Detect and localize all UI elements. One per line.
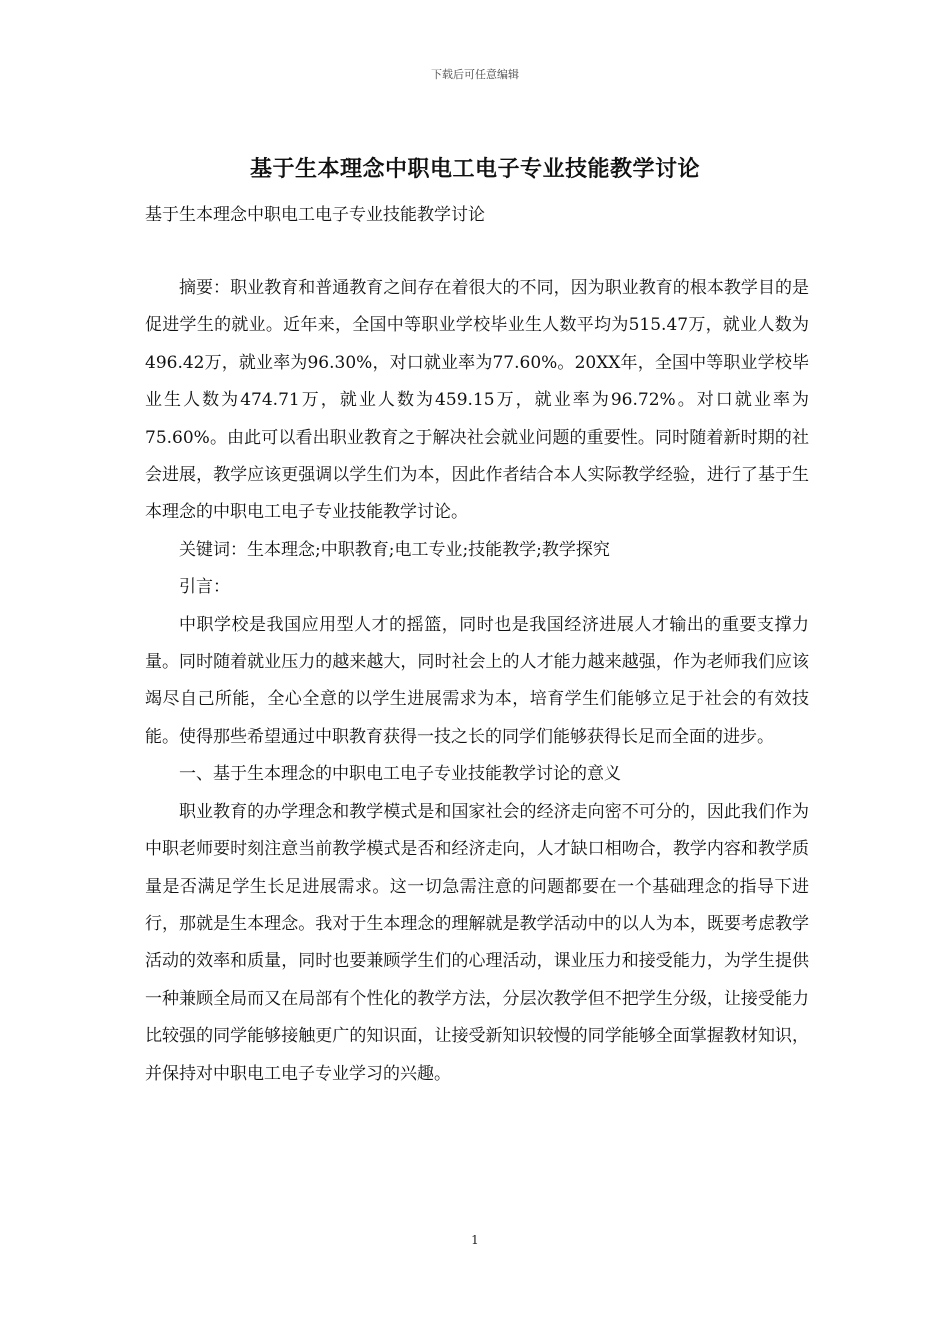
keywords-paragraph: 关键词：生本理念;中职教育;电工专业;技能教学;教学探究 (179, 539, 610, 560)
abstract-paragraph: 摘要：职业教育和普通教育之间存在着很大的不同，因为职业教育的根本教学目的是促进学生的就业。近年来，全国中等职业学校毕业生人数平均为515.47万，就业人数为496.42万，就业率为96.30%，对口就业率为77.60%。20XX年，全国中等职业学校毕业生人数为474.71万，就业人数为459.15万，就业率为96.72%。对口就业率为75.60%。由此可以看出职业教育之于解决社会就业问题的重要性。同时随着新时期的社会进展，教学应该更强调以学生们为本，因此作者结合本人实际教学经验，进行了基于生本理念的中职电工电子专业技能教学讨论。 (145, 278, 809, 523)
document-subtitle: 基于生本理念中职电工电子专业技能教学讨论 (145, 205, 485, 225)
document-title: 基于生本理念中职电工电子专业技能教学讨论 (249, 156, 700, 182)
page-header: 下载后可任意编辑 (431, 68, 519, 81)
document-body (145, 270, 809, 1093)
introduction-heading: 引言： (179, 577, 230, 598)
section-paragraph: 职业教育的办学理念和教学模式是和国家社会的经济走向密不可分的，因此我们作为中职老师要时刻注意当前教学模式是否和经济走向，人才缺口相吻合，教学内容和教学质量是否满足学生长足进展需求。这一切急需注意的问题都要在一个基础理念的指导下进行，那就是生本理念。我对于生本理念的理解就是教学活动中的以人为本，既要考虑教学活动的效率和质量，同时也要兼顾学生们的心理活动，课业压力和接受能力，为学生提供一种兼顾全局而又在局部有个性化的教学方法，分层次教学但不把学生分级，让接受能力比较强的同学能够接触更广的知识面，让接受新知识较慢的同学能够全面掌握教材知识，并保持对中职电工电子专业学习的兴趣。 (145, 801, 809, 1084)
section-heading: 一、基于生本理念的中职电工电子专业技能教学讨论的意义 (179, 764, 621, 785)
page-number: 1 (471, 1233, 479, 1247)
introduction-paragraph: 中职学校是我国应用型人才的摇篮，同时也是我国经济进展人才输出的重要支撑力量。同时随着就业压力的越来越大，同时社会上的人才能力越来越强，作为老师我们应该竭尽自己所能，全心全意的以学生进展需求为本，培育学生们能够立足于社会的有效技能。使得那些希望通过中职教育获得一技之长的同学们能够获得长足而全面的进步。 (145, 614, 809, 747)
